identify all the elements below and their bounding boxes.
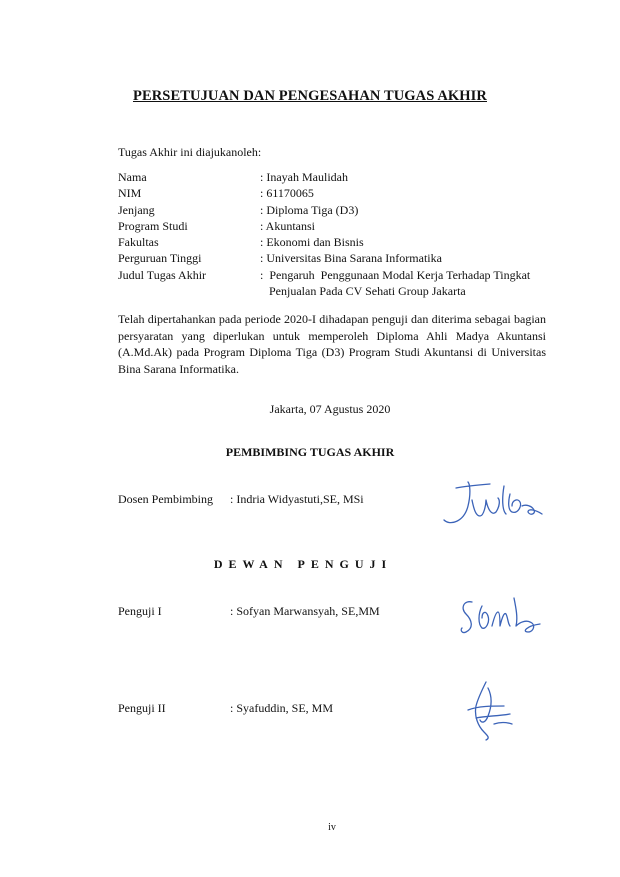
info-row-program xyxy=(118,218,550,234)
examiner-1-label: Penguji I xyxy=(118,604,162,618)
page-number: iv xyxy=(328,822,336,833)
info-value: : Diploma Tiga (D3) xyxy=(260,202,359,217)
examiner-2-name: : Syafuddin, SE, MM xyxy=(230,701,334,715)
info-row-level xyxy=(118,202,550,218)
info-row-name xyxy=(118,169,550,185)
examiner-1-row xyxy=(118,604,380,619)
examiner-1-signature xyxy=(456,592,546,644)
date-line: Jakarta, 07 Agustus 2020 xyxy=(269,402,391,416)
student-info-table xyxy=(118,169,550,299)
info-label: Judul Tugas Akhir xyxy=(118,267,207,282)
info-value xyxy=(260,267,550,300)
examiner-2-row xyxy=(118,701,333,716)
info-label: Nama xyxy=(118,170,147,184)
info-row-university xyxy=(118,250,550,266)
info-value: : Ekonomi dan Bisnis xyxy=(260,235,364,250)
info-value: : Akuntansi xyxy=(260,218,316,233)
examiner-2-label: Penguji II xyxy=(118,701,166,715)
info-label: Jenjang xyxy=(118,202,155,217)
info-row-thesis-title xyxy=(118,267,550,300)
info-label: Fakultas xyxy=(118,235,159,250)
info-value: : Inayah Maulidah xyxy=(260,170,348,184)
advisor-label: Dosen Pembimbing xyxy=(118,492,213,506)
examiner-heading: DEWAN PENGUJI xyxy=(213,557,393,571)
page-title: PERSETUJUAN DAN PENGESAHAN TUGAS AKHIR xyxy=(132,88,487,104)
info-label: NIM xyxy=(118,186,142,201)
intro-text: Tugas Akhir ini diajukanoleh: xyxy=(118,145,262,159)
info-label: Perguruan Tinggi xyxy=(118,251,202,266)
info-label: Program Studi xyxy=(118,218,188,233)
info-value: : 61170065 xyxy=(260,186,314,201)
thesis-title-line-2: Penjualan Pada CV Sehati Group Jakarta xyxy=(260,284,466,299)
examiner-1-name: : Sofyan Marwansyah, SE,MM xyxy=(230,604,380,618)
thesis-title-line-1: : Pengaruh Penggunaan Modal Kerja Terhadap Tingkat xyxy=(260,267,531,282)
advisor-heading: PEMBIMBING TUGAS AKHIR xyxy=(225,445,395,459)
info-row-nim xyxy=(118,185,550,201)
examiner-2-signature xyxy=(456,676,526,744)
advisor-row xyxy=(118,492,364,507)
info-row-faculty xyxy=(118,234,550,250)
advisor-name: : Indria Widyastuti,SE, MSi xyxy=(230,492,364,506)
approval-paragraph: Telah dipertahankan pada periode 2020-I dihadapan penguji dan diterima sebagai bagian persyaratan yang diperlukan untuk memperoleh Diploma Ahli Madya Akuntansi (A.Md.Ak) pada Program Diploma Tiga (D3) Program Studi Akuntansi di Universitas Bina Sarana Informatika. xyxy=(118,312,546,376)
advisor-signature xyxy=(438,476,548,534)
info-value: : Universitas Bina Sarana Informatika xyxy=(260,251,442,266)
